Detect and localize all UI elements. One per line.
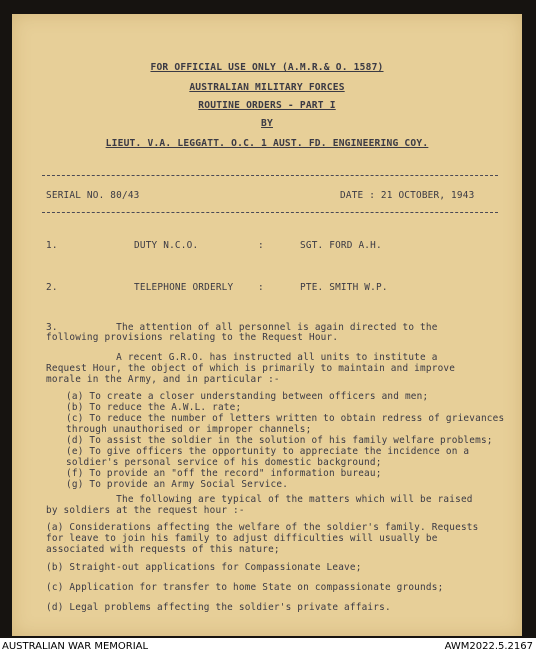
header-forces: AUSTRALIAN MILITARY FORCES (189, 82, 345, 93)
rule-bottom (42, 212, 498, 213)
rule-top (42, 175, 498, 176)
list-item: (g) To provide an Army Social Service. (66, 479, 289, 490)
header-by: BY (261, 118, 273, 129)
list-item: (f) To provide an "off the record" information bureau; (66, 468, 382, 479)
footer-accession-number: AWM2022.5.2167 (444, 641, 533, 652)
order-2-name: PTE. SMITH W.P. (300, 282, 388, 293)
order-1-separator: : (258, 240, 264, 251)
list-item: (d) To assist the soldier in the solution of his family welfare problems; (66, 435, 493, 446)
order-1-name: SGT. FORD A.H. (300, 240, 382, 251)
paragraph-5-line-2: by soldiers at the request hour :- (46, 505, 245, 516)
order-2-duty: TELEPHONE ORDERLY (134, 282, 234, 293)
order-date: DATE : 21 OCTOBER, 1943 (340, 190, 475, 201)
matter-item: (d) Legal problems affecting the soldier's private affairs. (46, 602, 391, 613)
list-item: through unauthorised or improper channels; (66, 424, 312, 435)
header-routine-orders: ROUTINE ORDERS - PART I (198, 100, 336, 111)
serial-number: SERIAL NO. 80/43 (46, 190, 140, 201)
order-2-separator: : (258, 282, 264, 293)
paragraph-3-line-1: 3. The attention of all personnel is again directed to the (46, 322, 438, 333)
header-official-use: FOR OFFICIAL USE ONLY (A.M.R.& O. 1587) (150, 62, 384, 73)
list-item: (e) To give officers the opportunity to appreciate the incidence on a (66, 446, 470, 457)
order-2-number: 2. (46, 282, 58, 293)
order-1-duty: DUTY N.C.O. (134, 240, 199, 251)
document-page (12, 14, 522, 636)
list-item: soldier's personal service of his domestic background; (66, 457, 382, 468)
footer-source: AUSTRALIAN WAR MEMORIAL (2, 641, 149, 652)
list-item: (a) To create a closer understanding between officers and men; (66, 391, 429, 402)
paragraph-4-line-2: Request Hour, the object of which is primarily to maintain and improve (46, 363, 456, 374)
header-officer: LIEUT. V.A. LEGGATT. O.C. 1 AUST. FD. ENGINEERING COY. (105, 138, 429, 149)
paragraph-4-line-3: morale in the Army, and in particular :- (46, 374, 280, 385)
paragraph-5-line-1: The following are typical of the matters which will be raised (46, 494, 473, 505)
matter-item: associated with requests of this nature; (46, 544, 280, 555)
matter-item: (b) Straight-out applications for Compassionate Leave; (46, 562, 362, 573)
matter-item: for leave to join his family to adjust difficulties will usually be (46, 533, 438, 544)
matter-item: (c) Application for transfer to home State on compassionate grounds; (46, 582, 444, 593)
list-item: (b) To reduce the A.W.L. rate; (66, 402, 242, 413)
order-1-number: 1. (46, 240, 58, 251)
list-item: (c) To reduce the number of letters written to obtain redress of grievances (66, 413, 505, 424)
paragraph-4-line-1: A recent G.R.O. has instructed all units to institute a (46, 352, 438, 363)
paragraph-3-line-2: following provisions relating to the Request Hour. (46, 332, 339, 343)
matter-item: (a) Considerations affecting the welfare of the soldier's family. Requests (46, 522, 479, 533)
